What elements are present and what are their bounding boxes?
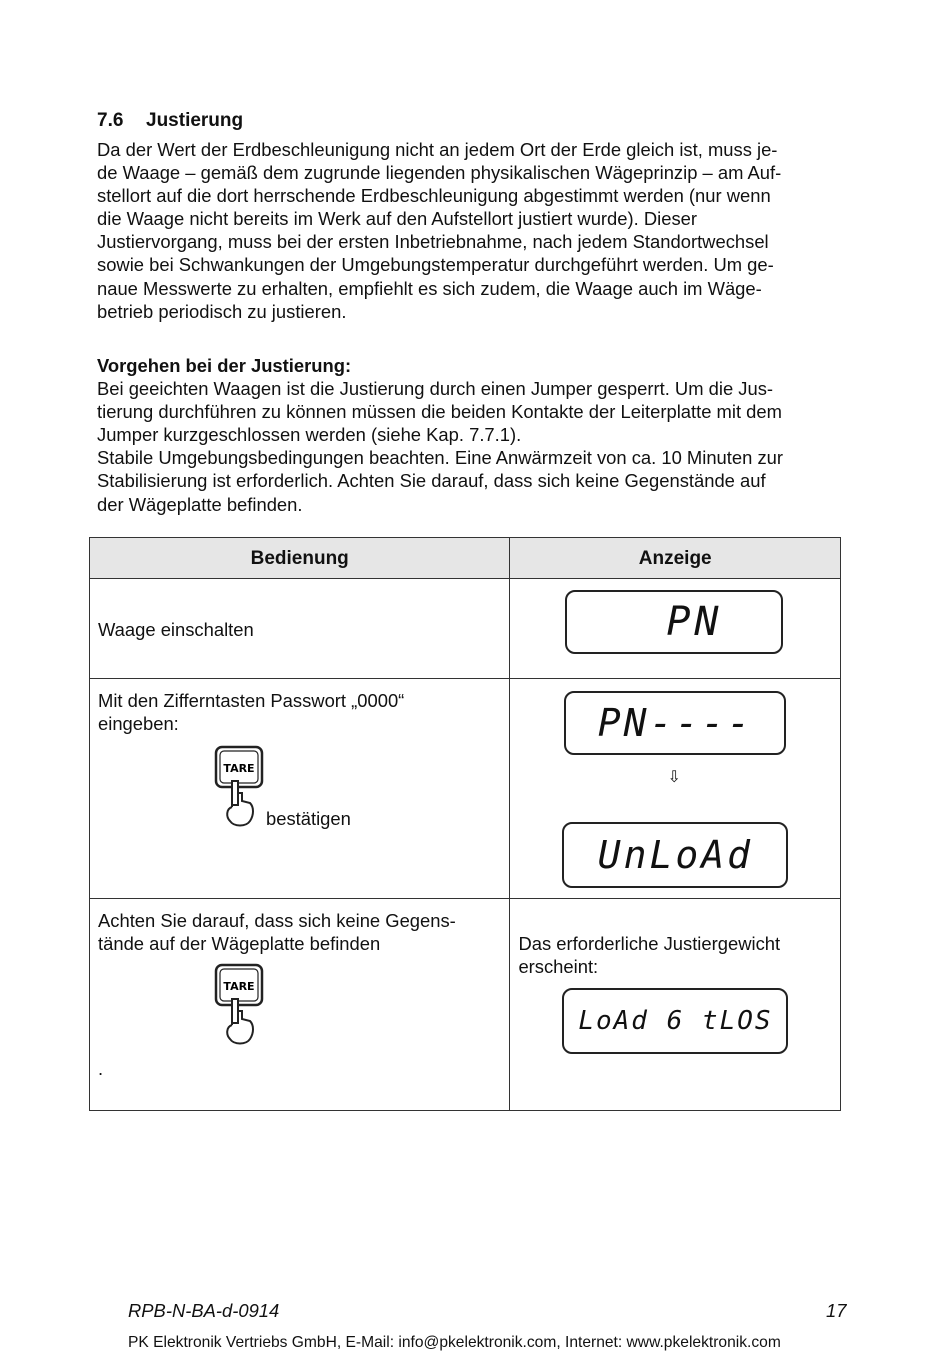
page-number: 17 [826,1300,847,1321]
row2-display-cell [510,679,841,899]
procedure-line: der Wägeplatte befinden. [97,493,303,515]
procedure-title: Vorgehen bei der Justierung: [97,355,352,376]
doc-code: RPB-N-BA-d-0914 [128,1300,280,1321]
intro-line: naue Messwerte zu erhalten, empfiehlt es sich zudem, die Waage auch im Wäge- [97,277,762,299]
header-bedienung: Bedienung [90,538,510,579]
tare-key-icon [214,745,266,829]
down-arrow-icon: ⇩ [667,769,681,786]
lcd-display-unload: UnLoAd [562,822,788,888]
lcd-display-pn: PN [565,590,783,654]
row3-dot: . [98,1058,104,1079]
tare-key-icon [214,963,266,1047]
procedure-line: tierung durchführen zu können müssen die beiden Kontakte der Leiterplatte mit dem [97,401,782,423]
procedure-line: Jumper kurzgeschlossen werden (siehe Kap. 7.7.1). [97,424,522,446]
section-heading [97,110,243,132]
section-number: 7.6 [97,110,124,131]
procedure-section [97,354,857,516]
intro-line: sowie bei Schwankungen der Umgebungstemperatur durchgeführt werden. Um ge- [97,254,774,276]
header-anzeige: Anzeige [510,538,841,579]
intro-line: stellort auf die dort herrschende Erdbeschleunigung abgestimmt werden (nur wenn [97,185,771,207]
row1-operation [90,579,510,679]
lcd-display-load: LoAd 6 tLOS [562,988,788,1054]
row3-text: Achten Sie darauf, dass sich keine Gegens- tände auf der Wägeplatte befinden [98,910,456,954]
intro-line: de Waage – gemäß dem zugrunde liegenden physikalischen Wägeprinzip – am Auf- [97,162,782,184]
row2-operation [90,679,510,899]
intro-paragraph [97,138,857,323]
lcd-display-password: PN---- [564,691,786,755]
intro-line: die Waage nicht bereits im Werk auf den Aufstellort justiert wurde). Dieser [97,208,697,230]
row3-display-cell [510,899,841,1111]
procedure-line: Stabilisierung ist erforderlich. Achten Sie darauf, dass sich keine Gegenstände auf [97,470,766,492]
row2-text: Mit den Zifferntasten Passwort „0000“ eingeben: [98,690,405,734]
section-title: Justierung [146,110,244,131]
confirm-label: bestätigen [266,808,351,829]
tare-key-label: TARE [223,762,255,775]
intro-line: Justiervorgang, muss bei der ersten Inbetriebnahme, nach jedem Standortwechsel [97,231,769,253]
row3-operation [90,899,510,1111]
row1-text: Waage einschalten [98,619,254,640]
procedure-line: Bei geeichten Waagen ist die Justierung durch einen Jumper gesperrt. Um die Jus- [97,378,774,400]
company-footer: PK Elektronik Vertriebs GmbH, E-Mail: info@pkelektronik.com, Internet: www.pkelektronik.com [128,1334,781,1351]
intro-line: betrieb periodisch zu justieren. [97,300,347,322]
row3-display-text: Das erforderliche Justiergewicht erscheint: [518,933,781,977]
tare-key-label: TARE [223,980,255,993]
intro-line: Da der Wert der Erdbeschleunigung nicht an jedem Ort der Erde gleich ist, muss je- [97,139,778,160]
procedure-table [89,537,841,1111]
procedure-line: Stabile Umgebungsbedingungen beachten. Eine Anwärmzeit von ca. 10 Minuten zur [97,447,784,469]
row1-display-cell [510,579,841,679]
